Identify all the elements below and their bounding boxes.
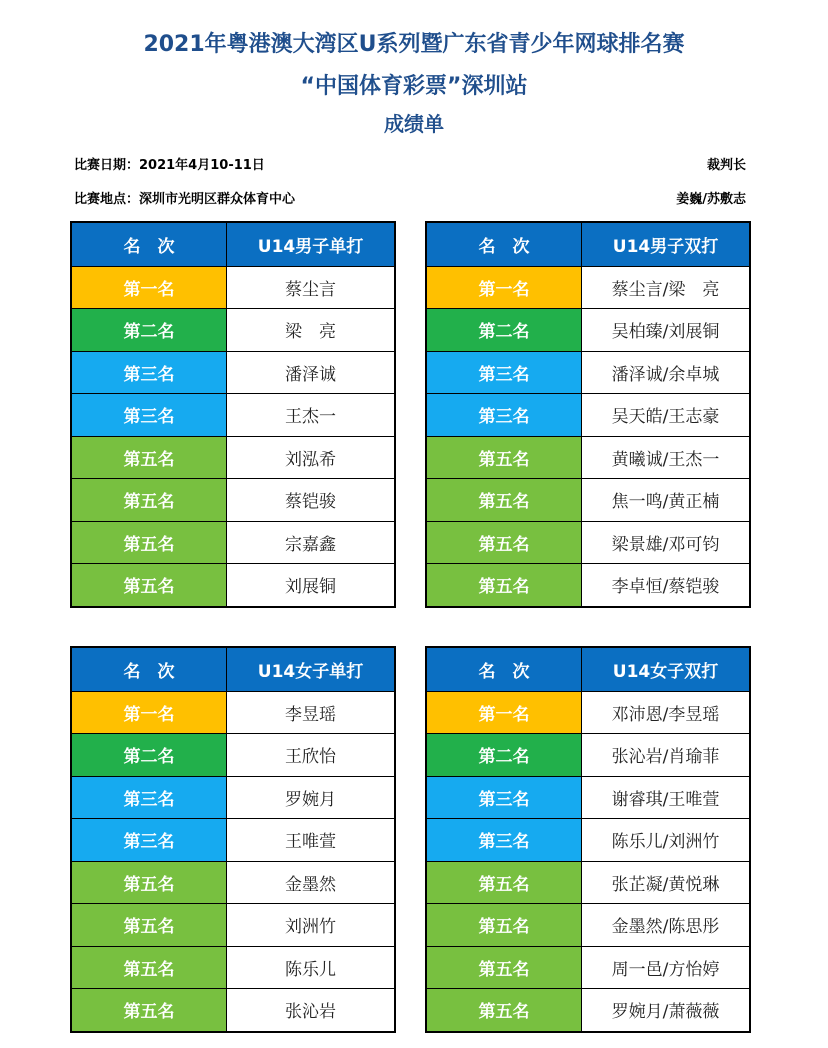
player-name-cell: 王杰一 [227,394,394,436]
rank-column-header: 名 次 [427,223,582,266]
document-subtitle: “中国体育彩票”深圳站 [300,74,528,99]
document-title: 2021年粤港澳大湾区U系列暨广东省青少年网球排名赛 [143,32,685,57]
results-table-girls-doubles [425,646,751,1033]
player-name-cell: 张芷凝/黄悦琳 [582,862,749,904]
rank-column-header: 名 次 [72,648,227,691]
rank-cell: 第三名 [427,777,582,819]
rank-cell: 第五名 [72,989,227,1031]
rank-cell: 第三名 [72,394,227,436]
player-name-cell: 蔡尘言 [227,267,394,309]
rank-cell: 第五名 [427,479,582,521]
table-header-row [427,223,749,266]
table-row [72,563,394,606]
table-row [72,946,394,989]
player-name-cell: 蔡尘言/梁 亮 [582,267,749,309]
table-row [72,818,394,861]
table-row [427,818,749,861]
rank-cell: 第五名 [72,479,227,521]
rank-cell: 第五名 [427,862,582,904]
rank-column-header: 名 次 [427,648,582,691]
rank-cell: 第五名 [427,564,582,606]
table-row [427,946,749,989]
event-column-header: U14男子单打 [227,223,394,266]
table-row [427,988,749,1031]
player-name-cell: 梁景雄/邓可钧 [582,522,749,564]
referee-names: 姜巍/苏敷志 [676,192,746,207]
player-name-cell: 陈乐儿/刘洲竹 [582,819,749,861]
player-name-cell: 李昱瑶 [227,692,394,734]
table-row [72,903,394,946]
rank-cell: 第二名 [427,309,582,351]
rank-cell: 第三名 [427,819,582,861]
table-row [427,691,749,734]
table-row [427,393,749,436]
player-name-cell: 吴天皓/王志豪 [582,394,749,436]
table-row [427,266,749,309]
rank-cell: 第三名 [427,352,582,394]
player-name-cell: 陈乐儿 [227,947,394,989]
player-name-cell: 李卓恒/蔡铠骏 [582,564,749,606]
table-row [427,903,749,946]
rank-cell: 第二名 [427,734,582,776]
table-row [427,478,749,521]
table-row [72,308,394,351]
table-row [72,436,394,479]
player-name-cell: 蔡铠骏 [227,479,394,521]
table-row [427,351,749,394]
player-name-cell: 焦一鸣/黄正楠 [582,479,749,521]
rank-cell: 第五名 [427,437,582,479]
table-header-row [72,223,394,266]
rank-cell: 第一名 [427,267,582,309]
table-row [427,308,749,351]
table-row [72,861,394,904]
table-row [427,436,749,479]
referee-label: 裁判长 [706,158,746,173]
player-name-cell: 周一邑/方怡婷 [582,947,749,989]
table-row [72,393,394,436]
rank-cell: 第三名 [427,394,582,436]
rank-cell: 第三名 [72,777,227,819]
rank-cell: 第五名 [72,437,227,479]
document-heading: 成绩单 [384,112,444,136]
event-column-header: U14女子双打 [582,648,749,691]
player-name-cell: 潘泽诚 [227,352,394,394]
table-row [72,521,394,564]
table-row [72,733,394,776]
rank-cell: 第五名 [72,947,227,989]
player-name-cell: 王唯萱 [227,819,394,861]
event-column-header: U14男子双打 [582,223,749,266]
results-table-boys-doubles [425,221,751,608]
rank-cell: 第五名 [72,522,227,564]
table-row [72,988,394,1031]
rank-cell: 第一名 [72,692,227,734]
rank-cell: 第五名 [72,862,227,904]
player-name-cell: 黄曦诚/王杰一 [582,437,749,479]
player-name-cell: 王欣怡 [227,734,394,776]
table-row [427,861,749,904]
match-venue: 比赛地点：深圳市光明区群众体育中心 [74,192,296,207]
results-table-girls-singles [70,646,396,1033]
table-row [72,691,394,734]
rank-cell: 第五名 [427,904,582,946]
table-row [427,563,749,606]
event-column-header: U14女子单打 [227,648,394,691]
rank-cell: 第五名 [427,522,582,564]
player-name-cell: 谢睿琪/王唯萱 [582,777,749,819]
table-row [427,776,749,819]
player-name-cell: 宗嘉鑫 [227,522,394,564]
table-row [72,266,394,309]
player-name-cell: 邓沛恩/李昱瑶 [582,692,749,734]
player-name-cell: 刘泓希 [227,437,394,479]
rank-column-header: 名 次 [72,223,227,266]
table-header-row [427,648,749,691]
rank-cell: 第五名 [72,564,227,606]
rank-cell: 第一名 [427,692,582,734]
player-name-cell: 罗婉月/萧薇薇 [582,989,749,1031]
rank-cell: 第二名 [72,309,227,351]
table-row [72,351,394,394]
rank-cell: 第五名 [427,947,582,989]
player-name-cell: 刘展铜 [227,564,394,606]
match-date: 比赛日期：2021年4月10-11日 [74,158,265,173]
rank-cell: 第三名 [72,352,227,394]
results-table-boys-singles [70,221,396,608]
player-name-cell: 梁 亮 [227,309,394,351]
player-name-cell: 张沁岩/肖瑜菲 [582,734,749,776]
table-row [72,776,394,819]
player-name-cell: 金墨然 [227,862,394,904]
table-row [427,733,749,776]
player-name-cell: 张沁岩 [227,989,394,1031]
rank-cell: 第一名 [72,267,227,309]
player-name-cell: 潘泽诚/余卓城 [582,352,749,394]
player-name-cell: 刘洲竹 [227,904,394,946]
player-name-cell: 罗婉月 [227,777,394,819]
table-header-row [72,648,394,691]
player-name-cell: 金墨然/陈思彤 [582,904,749,946]
player-name-cell: 吴柏臻/刘展铜 [582,309,749,351]
table-row [72,478,394,521]
rank-cell: 第五名 [72,904,227,946]
rank-cell: 第二名 [72,734,227,776]
rank-cell: 第五名 [427,989,582,1031]
table-row [427,521,749,564]
rank-cell: 第三名 [72,819,227,861]
